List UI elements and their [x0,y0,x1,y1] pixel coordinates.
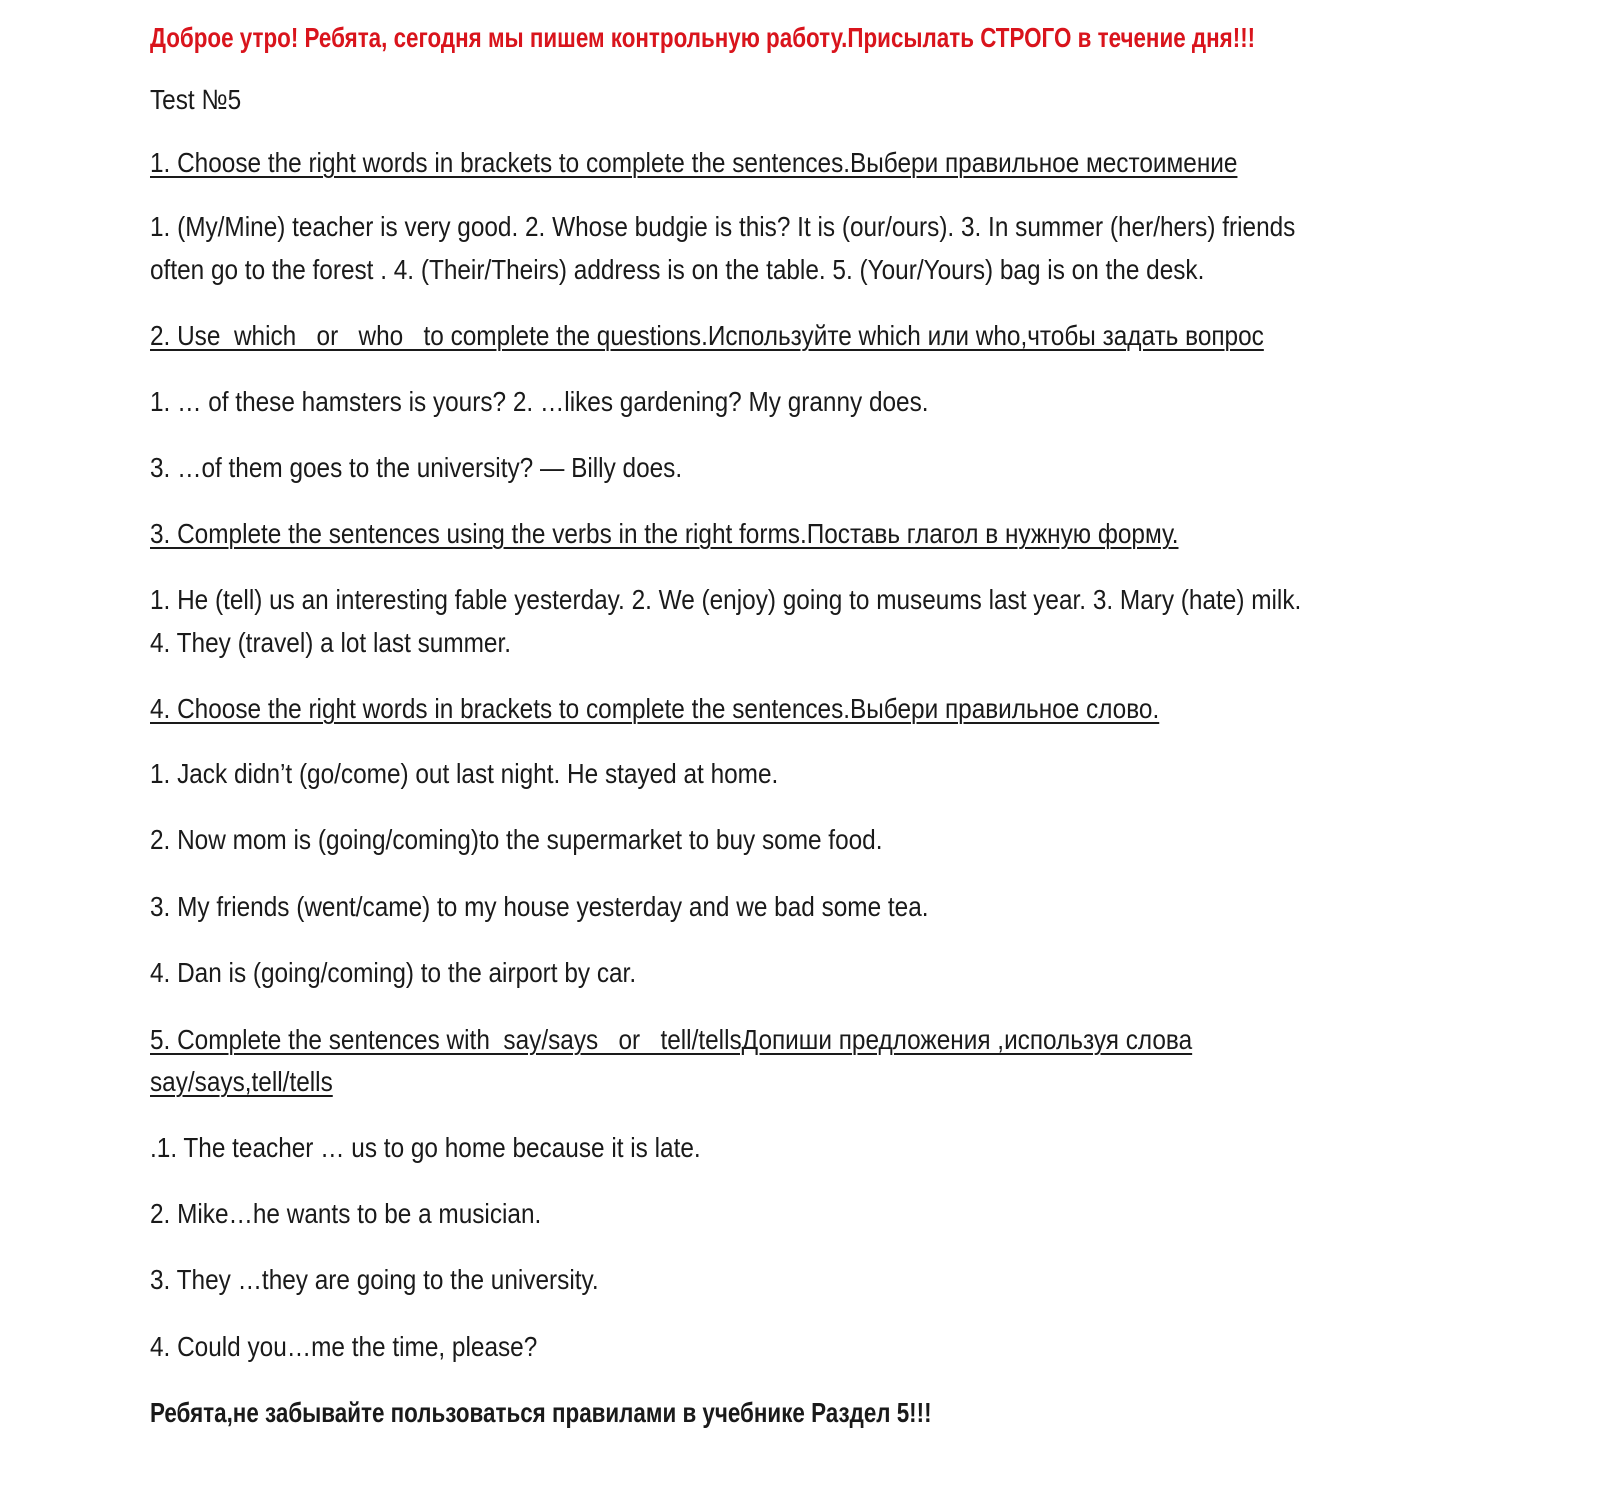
section-5-line: .1. The teacher … us to go home because it is late. [150,1132,701,1163]
greeting-header: Доброе утро! Ребята, сегодня мы пишем контрольную работу.Присылать СТРОГО в течение дня!!! [150,22,1256,53]
section-2-line: 1. … of these hamsters is yours? 2. …likes gardening? My granny does. [150,386,929,417]
test-title: Test №5 [150,84,242,115]
section-4-heading: 4. Choose the right words in brackets to complete the sentences.Выбери правильное слово. [150,693,1160,724]
section-1-heading: 1. Choose the right words in brackets to complete the sentences.Выбери правильное местоимение [150,147,1238,178]
section-4-line: 2. Now mom is (going/coming)to the supermarket to buy some food. [150,824,883,855]
section-5-line: 2. Mike…he wants to be a musician. [150,1198,542,1229]
section-5-line: 4. Could you…me the time, please? [150,1331,538,1362]
section-4-line: 3. My friends (went/came) to my house yesterday and we bad some tea. [150,891,929,922]
section-5-line: 3. They …they are going to the university. [150,1264,599,1295]
section-1-line: often go to the forest . 4. (Their/Theirs) address is on the table. 5. (Your/Yours) bag is on the desk. [150,254,1205,285]
section-3-heading: 3. Complete the sentences using the verbs in the right forms.Поставь глагол в нужную форму. [150,518,1179,549]
section-2-heading: 2. Use which or who to complete the questions.Используйте which или who,чтобы задать вопрос [150,320,1264,351]
section-2-line: 3. …of them goes to the university? — Billy does. [150,452,683,483]
section-3-line: 1. He (tell) us an interesting fable yesterday. 2. We (enjoy) going to museums last year. 3. Mary (hate) milk. [150,584,1302,615]
section-5-heading-cont: say/says,tell/tells [150,1066,333,1097]
footer-reminder: Ребята,не забывайте пользоваться правилами в учебнике Раздел 5!!! [150,1397,932,1428]
section-4-line: 4. Dan is (going/coming) to the airport by car. [150,957,637,988]
section-4-line: 1. Jack didn’t (go/come) out last night. He stayed at home. [150,758,779,789]
section-5-heading: 5. Complete the sentences with say/says or tell/tellsДопиши предложения ,используя слова [150,1024,1193,1055]
section-1-line: 1. (My/Mine) teacher is very good. 2. Whose budgie is this? It is (our/ours). 3. In summer (her/hers) friends [150,211,1296,242]
section-3-line: 4. They (travel) a lot last summer. [150,627,512,658]
